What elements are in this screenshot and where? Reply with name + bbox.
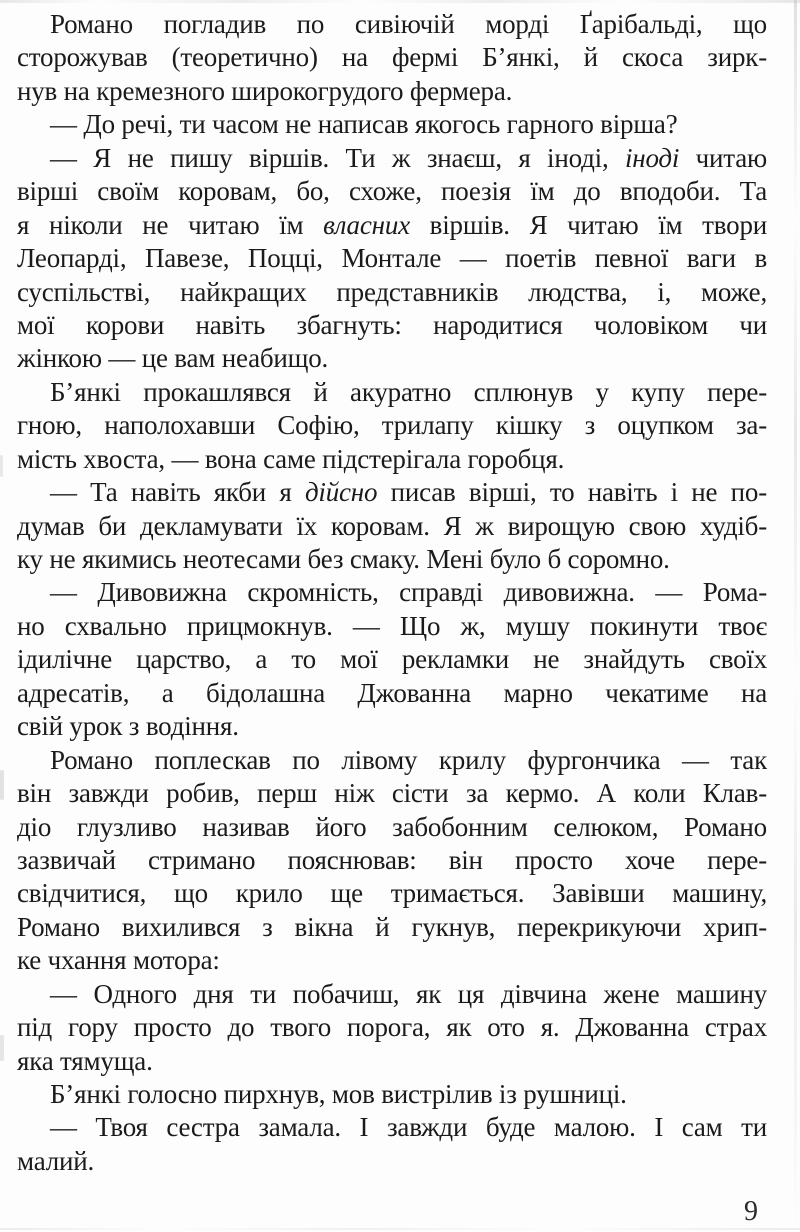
text-line (17, 710, 767, 743)
text-segment: — Та навіть якби я (50, 477, 305, 508)
text-segment: — Твоя сестра замала. І завжди буде малою. І сам ти (50, 1112, 767, 1143)
text-segment: віршів. Я читаю їм твори (409, 209, 767, 240)
text-line (17, 944, 767, 977)
text-line (17, 1111, 767, 1144)
text-line (17, 376, 767, 409)
scan-artifact-bottom (0, 1228, 800, 1230)
text-segment: Романо погладив по сивіючій морді Ґарібальді, що (50, 9, 767, 39)
text-segment: вірші своїм коровам, бо, схоже, поезія їм до вподоби. Та (17, 176, 767, 207)
text-segment: Романо поплескав по лівому крилу фургончика — так (50, 744, 767, 775)
text-line (17, 911, 767, 944)
text-segment: Б’янкі голосно пирхнув, мов вистрілив із рушниці. (50, 1079, 627, 1109)
text-line (17, 1045, 767, 1078)
text-segment: думав би декламувати їх коровам. Я ж вирощую свою худіб- (17, 510, 767, 541)
text-segment: ку не якимись неотесами без смаку. Мені було б соромно. (17, 544, 670, 574)
text-segment: Б’янкі прокашлявся й акуратно сплюнув у купу пере- (50, 376, 767, 407)
text-line (17, 108, 767, 141)
scan-artifact-left (0, 1035, 4, 1061)
page-number: 9 (744, 1196, 758, 1227)
text-line (17, 877, 767, 910)
text-segment: свій урок з водіння. (17, 711, 239, 742)
text-segment: Романо вихилився з вікна й гукнув, перекрикуючи хрип- (17, 911, 767, 942)
text-segment: — Одного дня ти побачиш, як ця дівчина жене машину (50, 978, 767, 1009)
text-segment: — Я не пишу віршів. Ти ж знаєш, я іноді, (50, 142, 625, 173)
text-segment: жінкою — це вам неабищо. (17, 343, 329, 374)
text-segment: під гору просто до твого порога, як ото я. Джованна страх (17, 1012, 767, 1043)
text-line (17, 543, 767, 576)
text-line (17, 443, 767, 476)
text-line (17, 476, 767, 509)
text-line (17, 409, 767, 442)
italic-text-segment: дійсно (304, 477, 378, 508)
text-line (17, 643, 767, 676)
text-line (17, 209, 767, 242)
text-segment: яка тямуща. (17, 1045, 153, 1076)
text-block (17, 8, 767, 1178)
text-line (17, 8, 767, 41)
italic-text-segment: іноді (624, 142, 680, 173)
text-line (17, 777, 767, 810)
text-segment: но схвально прицмокнув. — Що ж, мушу покинути твоє (17, 610, 767, 641)
scan-artifact-right-edge (794, 0, 797, 1232)
text-segment: адресатів, а бідолашна Джованна марно чекатиме на (17, 677, 767, 708)
text-segment: сторожував (теоретично) на фермі Б’янкі, й скоса зирк- (17, 42, 767, 73)
text-line (17, 1011, 767, 1044)
text-segment: мість хвоста, — вона саме підстерігала горобця. (17, 443, 565, 474)
text-line (17, 75, 767, 108)
text-segment: ке чхання мотора: (17, 945, 220, 976)
text-line (17, 342, 767, 375)
text-line (17, 677, 767, 710)
text-segment: ідилічне царство, а то мої рекламки не знайдуть своїх (17, 644, 767, 675)
text-segment: мої корови навіть збагнуть: народитися чоловіком чи (17, 309, 767, 340)
text-line (17, 978, 767, 1011)
text-segment: свідчитися, що крило ще тримається. Завівши машину, (17, 878, 767, 909)
text-segment: Леопарді, Павезе, Поцці, Монтале — поетів певної ваги в (17, 243, 767, 274)
text-segment: зазвичай стримано пояснював: він просто хоче пере- (17, 844, 767, 875)
text-line (17, 1078, 767, 1111)
text-line (17, 744, 767, 777)
text-line (17, 142, 767, 175)
text-segment: нув на кремезного широкогрудого фермера. (17, 75, 513, 106)
text-segment: читаю (679, 142, 767, 173)
text-line (17, 276, 767, 309)
text-line (17, 1145, 767, 1178)
text-line (17, 175, 767, 208)
text-line (17, 41, 767, 74)
scan-artifact-top (0, 0, 800, 3)
text-line (17, 811, 767, 844)
text-segment: він завжди робив, перш ніж сісти за кермо. А коли Клав- (17, 778, 767, 809)
italic-text-segment: власних (323, 209, 410, 240)
text-line (17, 576, 767, 609)
text-segment: суспільстві, найкращих представників людства, і, може, (17, 276, 767, 307)
text-segment: писав вірші, то навіть і не по- (377, 477, 767, 508)
text-segment: — До речі, ти часом не написав якогось гарного вірша? (50, 109, 678, 140)
text-line (17, 510, 767, 543)
text-segment: гною, наполохавши Софію, трилапу кішку з оцупком за- (17, 410, 767, 441)
text-segment: — Дивовижна скромність, справді дивовижна. — Рома- (50, 577, 767, 608)
text-line (17, 844, 767, 877)
text-segment: діо глузливо називав його забобонним селюком, Романо (17, 811, 767, 842)
scan-artifact-left (0, 770, 4, 800)
text-segment: я ніколи не читаю їм (17, 209, 324, 240)
text-line (17, 309, 767, 342)
scan-artifact-left (0, 455, 3, 477)
text-line (17, 610, 767, 643)
text-segment: малий. (17, 1145, 95, 1176)
text-line (17, 242, 767, 275)
